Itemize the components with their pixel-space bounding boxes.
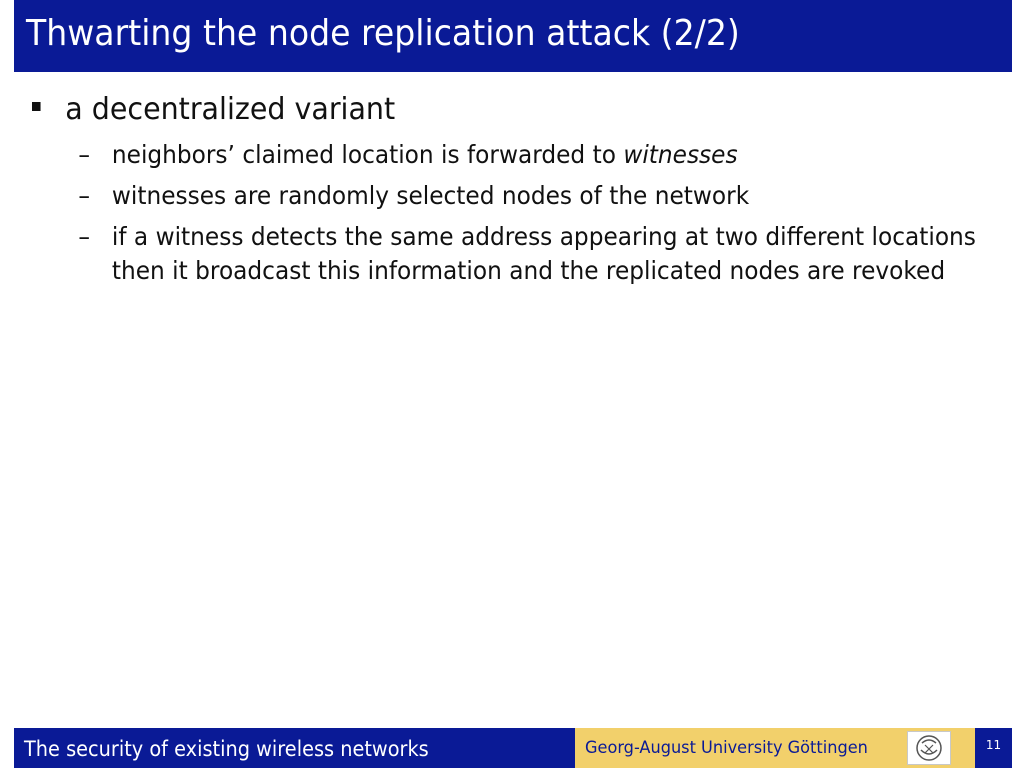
university-seal-icon <box>907 731 951 765</box>
title-divider <box>14 69 1012 72</box>
dash-bullet-icon: – <box>78 222 91 251</box>
sub-bullet-text: witnesses are randomly selected nodes of the network <box>111 181 750 210</box>
footer-university-bar <box>575 728 975 768</box>
dash-bullet-icon: – <box>78 181 91 210</box>
sub-bullet-item <box>78 220 977 288</box>
sub-bullet-text <box>112 138 977 172</box>
sub-bullet-text: if a witness detects the same address appearing at two different locations then it broadcast this information and the replicated nodes are revoked <box>111 222 976 285</box>
sub-bullet-item <box>78 138 977 172</box>
square-bullet-icon <box>32 102 41 111</box>
bullet-item <box>32 92 395 128</box>
dash-bullet-icon: – <box>78 140 91 169</box>
footer-course-bar <box>14 728 575 768</box>
sub-bullet-item <box>78 179 977 213</box>
page-number: 11 <box>985 738 1002 752</box>
sub-bullet-emphasis: witnesses <box>623 140 738 169</box>
university-name: Georg-August University Göttingen <box>585 738 868 758</box>
slide-title: Thwarting the node replication attack (2/2) <box>26 13 740 54</box>
footer <box>0 728 1024 768</box>
course-title: The security of existing wireless networks <box>24 737 429 761</box>
title-bar <box>14 0 1012 69</box>
sub-bullet-plain-text: neighbors’ claimed location is forwarded to <box>111 140 624 169</box>
bullet-text: a decentralized variant <box>65 92 396 127</box>
page-number-box <box>975 728 1012 768</box>
